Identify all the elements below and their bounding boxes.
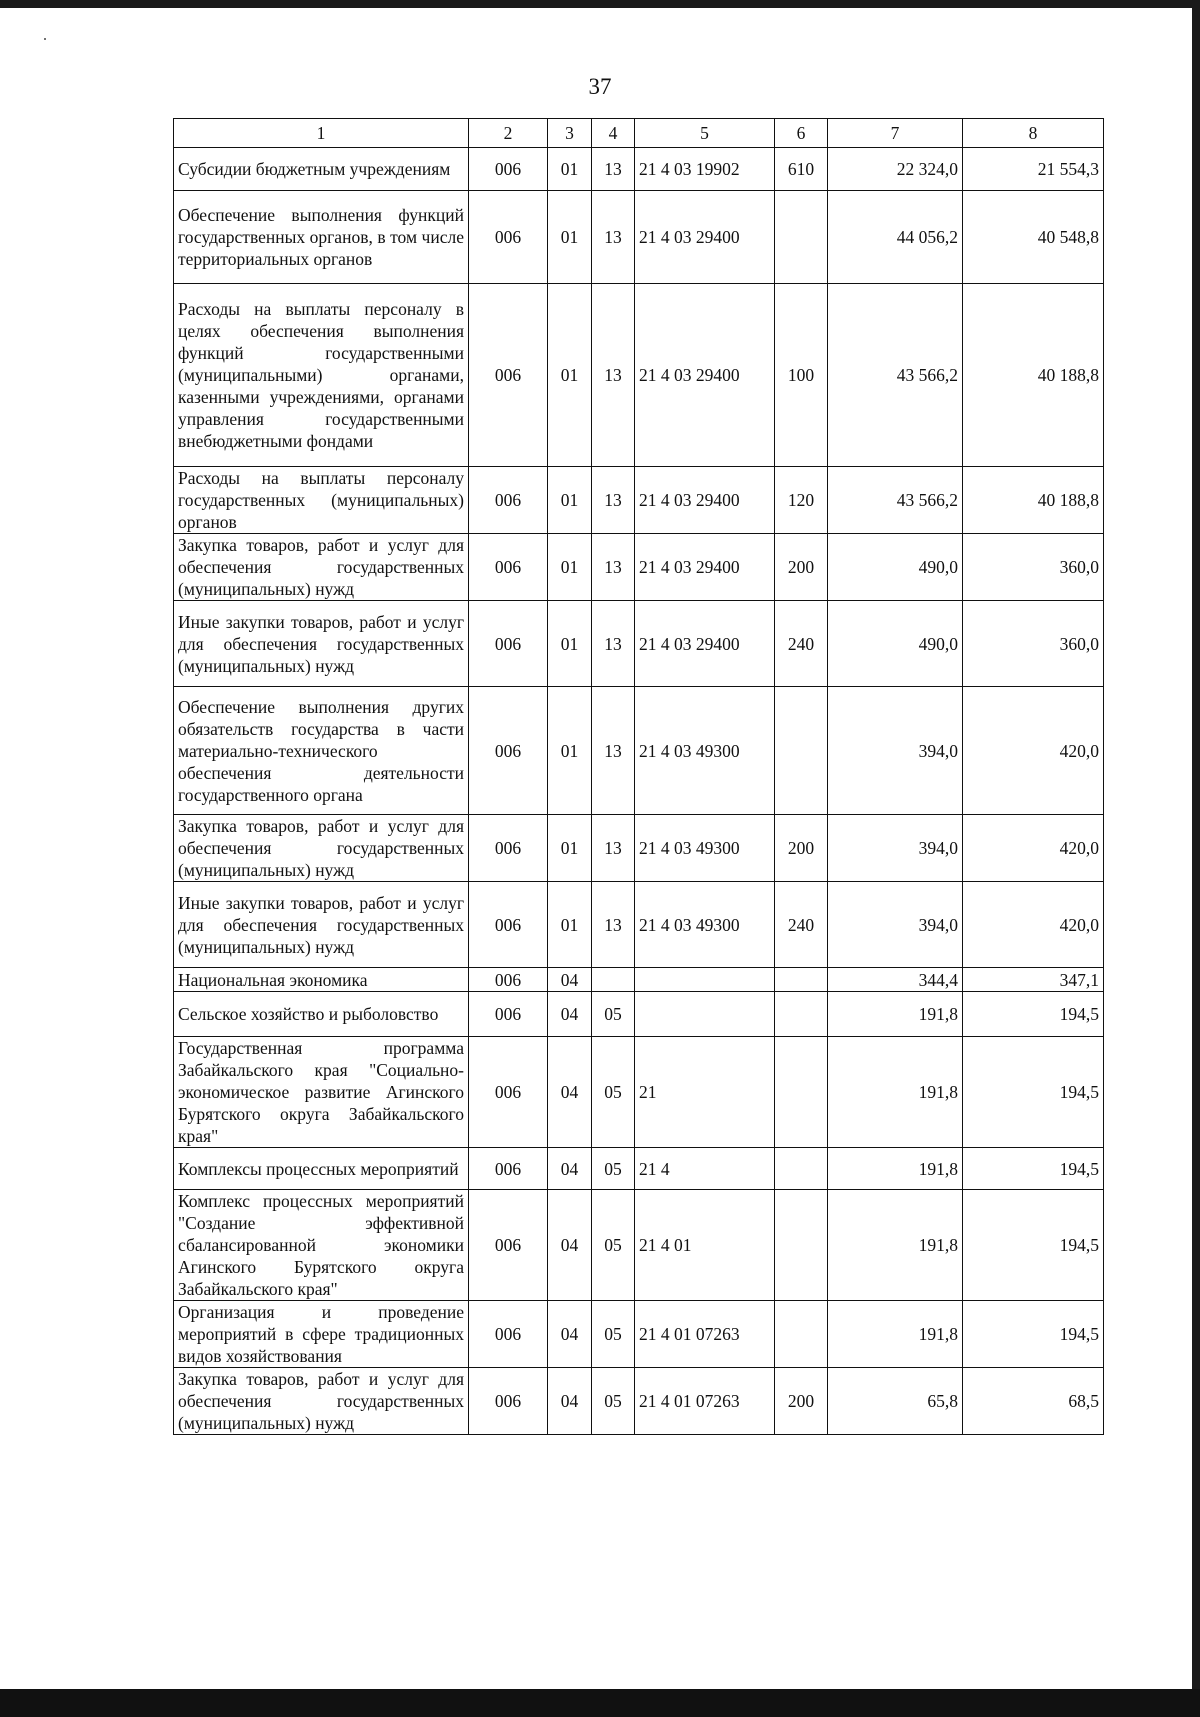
expense-type-code <box>775 1301 828 1368</box>
subsection-code: 13 <box>592 815 635 882</box>
amount-year-2: 194,5 <box>963 1037 1104 1148</box>
ministry-code: 006 <box>469 1368 548 1435</box>
item-name: Закупка товаров, работ и услуг для обеспечения государственных (муниципальных) нужд <box>174 815 469 882</box>
subsection-code: 13 <box>592 687 635 815</box>
expense-type-code: 240 <box>775 882 828 968</box>
ministry-code: 006 <box>469 284 548 467</box>
table-row <box>174 1037 1104 1148</box>
target-article-code <box>635 992 775 1037</box>
subsection-code: 13 <box>592 534 635 601</box>
table-row <box>174 687 1104 815</box>
amount-year-1: 394,0 <box>828 882 963 968</box>
subsection-code: 13 <box>592 191 635 284</box>
column-header: 2 <box>469 119 548 148</box>
subsection-code: 05 <box>592 1368 635 1435</box>
target-article-code <box>635 968 775 992</box>
section-code: 04 <box>548 1037 592 1148</box>
expense-type-code <box>775 191 828 284</box>
table-row <box>174 1301 1104 1368</box>
subsection-code: 13 <box>592 882 635 968</box>
ministry-code: 006 <box>469 534 548 601</box>
section-code: 04 <box>548 1301 592 1368</box>
subsection-code: 05 <box>592 1148 635 1190</box>
amount-year-1: 43 566,2 <box>828 467 963 534</box>
table-row <box>174 992 1104 1037</box>
table-row <box>174 1190 1104 1301</box>
column-header: 1 <box>174 119 469 148</box>
ministry-code: 006 <box>469 1301 548 1368</box>
amount-year-2: 420,0 <box>963 882 1104 968</box>
section-code: 01 <box>548 882 592 968</box>
section-code: 01 <box>548 191 592 284</box>
scan-border-right <box>1192 0 1200 1717</box>
amount-year-2: 194,5 <box>963 1301 1104 1368</box>
section-code: 01 <box>548 601 592 687</box>
section-code: 04 <box>548 968 592 992</box>
item-name: Комплексы процессных мероприятий <box>174 1148 469 1190</box>
item-name: Обеспечение выполнения функций государственных органов, в том числе территориальных органов <box>174 191 469 284</box>
section-code: 04 <box>548 992 592 1037</box>
target-article-code: 21 4 03 29400 <box>635 534 775 601</box>
ministry-code: 006 <box>469 882 548 968</box>
item-name: Организация и проведение мероприятий в сфере традиционных видов хозяйствования <box>174 1301 469 1368</box>
amount-year-1: 22 324,0 <box>828 148 963 191</box>
amount-year-1: 394,0 <box>828 687 963 815</box>
table-row <box>174 191 1104 284</box>
expense-type-code: 200 <box>775 534 828 601</box>
table-row <box>174 467 1104 534</box>
item-name: Иные закупки товаров, работ и услуг для обеспечения государственных (муниципальных) нужд <box>174 882 469 968</box>
item-name: Закупка товаров, работ и услуг для обеспечения государственных (муниципальных) нужд <box>174 1368 469 1435</box>
section-code: 01 <box>548 815 592 882</box>
section-code: 01 <box>548 148 592 191</box>
table-row <box>174 882 1104 968</box>
expense-type-code: 240 <box>775 601 828 687</box>
expense-type-code: 610 <box>775 148 828 191</box>
expense-type-code <box>775 1037 828 1148</box>
expense-type-code <box>775 968 828 992</box>
subsection-code: 13 <box>592 467 635 534</box>
amount-year-2: 194,5 <box>963 1148 1104 1190</box>
ministry-code: 006 <box>469 992 548 1037</box>
target-article-code: 21 4 03 29400 <box>635 601 775 687</box>
subsection-code: 13 <box>592 148 635 191</box>
target-article-code: 21 4 03 29400 <box>635 284 775 467</box>
column-header: 5 <box>635 119 775 148</box>
table-row <box>174 968 1104 992</box>
table-row <box>174 284 1104 467</box>
ministry-code: 006 <box>469 968 548 992</box>
amount-year-2: 360,0 <box>963 534 1104 601</box>
item-name: Обеспечение выполнения других обязательств государства в части материально-технического обеспечения деятельности государственного органа <box>174 687 469 815</box>
amount-year-1: 394,0 <box>828 815 963 882</box>
item-name: Расходы на выплаты персоналу в целях обеспечения выполнения функций государственными (муниципальными) органами, казенными учреждениями, органами управления государственными внебюджетными фондами <box>174 284 469 467</box>
table-row <box>174 1148 1104 1190</box>
budget-table <box>173 118 1104 1435</box>
target-article-code: 21 4 03 29400 <box>635 191 775 284</box>
target-article-code: 21 <box>635 1037 775 1148</box>
scan-border-bottom <box>0 1689 1200 1717</box>
item-name: Закупка товаров, работ и услуг для обеспечения государственных (муниципальных) нужд <box>174 534 469 601</box>
section-code: 04 <box>548 1148 592 1190</box>
subsection-code: 05 <box>592 1037 635 1148</box>
amount-year-2: 194,5 <box>963 1190 1104 1301</box>
amount-year-1: 490,0 <box>828 601 963 687</box>
expense-type-code: 200 <box>775 815 828 882</box>
item-name: Комплекс процессных мероприятий "Создание эффективной сбалансированной экономики Агинского Бурятского округа Забайкальского края" <box>174 1190 469 1301</box>
ministry-code: 006 <box>469 1037 548 1148</box>
target-article-code: 21 4 03 49300 <box>635 815 775 882</box>
amount-year-1: 191,8 <box>828 1037 963 1148</box>
table-body <box>174 148 1104 1435</box>
item-name: Государственная программа Забайкальского края "Социально-экономическое развитие Агинского Бурятского округа Забайкальского края" <box>174 1037 469 1148</box>
section-code: 04 <box>548 1190 592 1301</box>
target-article-code: 21 4 01 07263 <box>635 1301 775 1368</box>
column-header: 3 <box>548 119 592 148</box>
table-row <box>174 148 1104 191</box>
item-name: Национальная экономика <box>174 968 469 992</box>
item-name: Субсидии бюджетным учреждениям <box>174 148 469 191</box>
expense-type-code: 120 <box>775 467 828 534</box>
amount-year-1: 44 056,2 <box>828 191 963 284</box>
amount-year-1: 191,8 <box>828 992 963 1037</box>
header-row <box>174 119 1104 148</box>
amount-year-1: 191,8 <box>828 1190 963 1301</box>
amount-year-2: 40 188,8 <box>963 467 1104 534</box>
section-code: 01 <box>548 687 592 815</box>
amount-year-1: 191,8 <box>828 1301 963 1368</box>
section-code: 01 <box>548 534 592 601</box>
ministry-code: 006 <box>469 601 548 687</box>
scan-border-top <box>0 0 1200 8</box>
target-article-code: 21 4 01 07263 <box>635 1368 775 1435</box>
ministry-code: 006 <box>469 1148 548 1190</box>
item-name: Иные закупки товаров, работ и услуг для обеспечения государственных (муниципальных) нужд <box>174 601 469 687</box>
amount-year-2: 68,5 <box>963 1368 1104 1435</box>
expense-type-code: 100 <box>775 284 828 467</box>
amount-year-1: 490,0 <box>828 534 963 601</box>
subsection-code <box>592 968 635 992</box>
amount-year-2: 420,0 <box>963 687 1104 815</box>
amount-year-1: 65,8 <box>828 1368 963 1435</box>
table-row <box>174 1368 1104 1435</box>
amount-year-2: 360,0 <box>963 601 1104 687</box>
column-header: 7 <box>828 119 963 148</box>
target-article-code: 21 4 03 19902 <box>635 148 775 191</box>
target-article-code: 21 4 03 49300 <box>635 687 775 815</box>
amount-year-2: 420,0 <box>963 815 1104 882</box>
amount-year-1: 344,4 <box>828 968 963 992</box>
subsection-code: 05 <box>592 992 635 1037</box>
table-row <box>174 601 1104 687</box>
subsection-code: 05 <box>592 1301 635 1368</box>
page-number: 37 <box>588 74 612 99</box>
section-code: 01 <box>548 284 592 467</box>
amount-year-2: 21 554,3 <box>963 148 1104 191</box>
expense-type-code <box>775 992 828 1037</box>
scan-speck <box>44 38 46 40</box>
amount-year-1: 191,8 <box>828 1148 963 1190</box>
column-header: 4 <box>592 119 635 148</box>
ministry-code: 006 <box>469 191 548 284</box>
expense-type-code <box>775 1190 828 1301</box>
target-article-code: 21 4 03 49300 <box>635 882 775 968</box>
ministry-code: 006 <box>469 467 548 534</box>
subsection-code: 13 <box>592 284 635 467</box>
amount-year-1: 43 566,2 <box>828 284 963 467</box>
target-article-code: 21 4 03 29400 <box>635 467 775 534</box>
column-header: 6 <box>775 119 828 148</box>
ministry-code: 006 <box>469 815 548 882</box>
expense-type-code <box>775 687 828 815</box>
amount-year-2: 40 548,8 <box>963 191 1104 284</box>
amount-year-2: 194,5 <box>963 992 1104 1037</box>
column-header: 8 <box>963 119 1104 148</box>
section-code: 04 <box>548 1368 592 1435</box>
table-row <box>174 534 1104 601</box>
subsection-code: 05 <box>592 1190 635 1301</box>
target-article-code: 21 4 01 <box>635 1190 775 1301</box>
ministry-code: 006 <box>469 687 548 815</box>
ministry-code: 006 <box>469 1190 548 1301</box>
expense-type-code <box>775 1148 828 1190</box>
table-row <box>174 815 1104 882</box>
target-article-code: 21 4 <box>635 1148 775 1190</box>
expense-type-code: 200 <box>775 1368 828 1435</box>
item-name: Расходы на выплаты персоналу государственных (муниципальных) органов <box>174 467 469 534</box>
ministry-code: 006 <box>469 148 548 191</box>
item-name: Сельское хозяйство и рыболовство <box>174 992 469 1037</box>
amount-year-2: 40 188,8 <box>963 284 1104 467</box>
subsection-code: 13 <box>592 601 635 687</box>
section-code: 01 <box>548 467 592 534</box>
amount-year-2: 347,1 <box>963 968 1104 992</box>
